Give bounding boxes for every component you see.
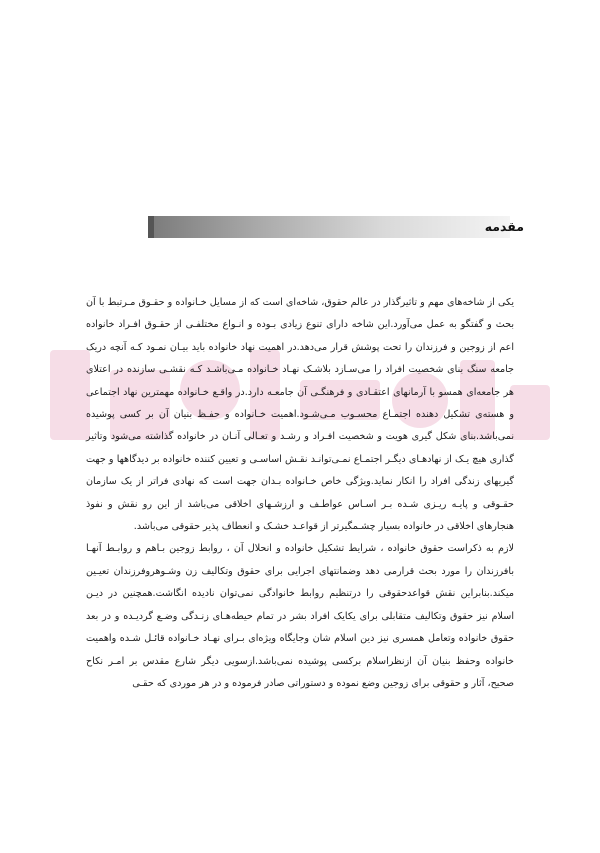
heading-bar: [148, 216, 510, 238]
body-text: [86, 292, 514, 695]
section-heading: مقدمه: [484, 219, 524, 234]
paragraph: یکی از شاخه‌های مهم و تاثیرگذار در عالم حقوق، شاخه‌ای است که از مسایل خـانواده و حقـوق مـرتبط با آن بحث و گفتگو به عمل می‌آورد.این شاخه دارای تنوع زیادی بـوده و انـواع مختلفـی از حقـوق افـراد خانواده اعم از زوجین و فرزندان را تحت پوشش قرار می‌دهد.در اهمیت نهاد خانواده باید بیـان نمـود کـه آنچه دریک جامعه سنگ بنای شخصیت افراد را می‌سـازد بلاشـک نهـاد خـانواده مـی‌باشـد کـه نقشـی سازنده در اعتلای هر جامعه‌ای همسو با آرمانهای اعتقـادی و فرهنگـی آن جامعـه دارد.در واقـع خـانواده مهمترین نهاد اجتماعی و هسته‌ی تشکیل دهنده اجتمـاع محسـوب مـی‌شـود.اهمیت خـانواده و حفـظ بنیان آن بر کسی پوشیده نمی‌باشد.بنای شکل گیری هویت و شخصیت افـراد و رشـد و تعـالی آنـان در خانواده گذاشته می‌شود وتاثیر گذاری هیچ یـک از نهادهـای دیگـر اجتمـاع نمـی‌توانـد نقـش اساسـی و تعیین کننده خانواده بر دیدگاهها و جهت گیریهای زندگی افراد را انکار نماید.ویژگی خاص خـانواده بـدان جهت است که نهادی فراتر از یک سازمان حقـوقی و پایـه ریـزی شـده بـر اسـاس عواطـف و ارزشـهای اخلاقی می‌باشد از این رو نقش و نفوذ هنجارهای اخلاقی در خانواده بسیار چشـمگیرتر از قواعـد خشـک و انعطاف پذیر حقوقی می‌باشد.: [86, 297, 514, 533]
paragraph: لازم به ذکراست حقوق خانواده ، شرایط تشکیل خانواده و انحلال آن ، روابط زوجین بـاهم و روابـط آنهـا بافرزندان را مورد بحث قرارمی دهد وضمانتهای اجرایی برای حقوق وتکالیف زن وشـوهروفرزندان تعیـین میکند.بنابراین نقش قواعدحقوقی را درتنظیم روابط خانوادگی نمی‌توان نادیده انگاشت.همچنین در دیـن اسلام نیز حقوق وتکالیف متقابلی برای یکایک افراد بشر در تمام حیطه‌هـای زنـدگی وضـع گردیـده و در بعد حقوق خانواده وتعامل همسری نیز دین اسلام شان وجایگاه ویژه‌ای بـرای نهـاد خـانواده قائـل شـده واهمیت خانواده وحفظ بنیان آن ازنظراسلام برکسی پوشیده نمی‌باشد.ازسویی دیگر شارع مقدس بر امـر نکاح صحیح، آثار و حقوقی برای زوجین وضع نموده و دستوراتی صادر فرموده و در هر موردی که حقـی: [86, 543, 514, 689]
heading-bar-edge: [148, 216, 154, 238]
